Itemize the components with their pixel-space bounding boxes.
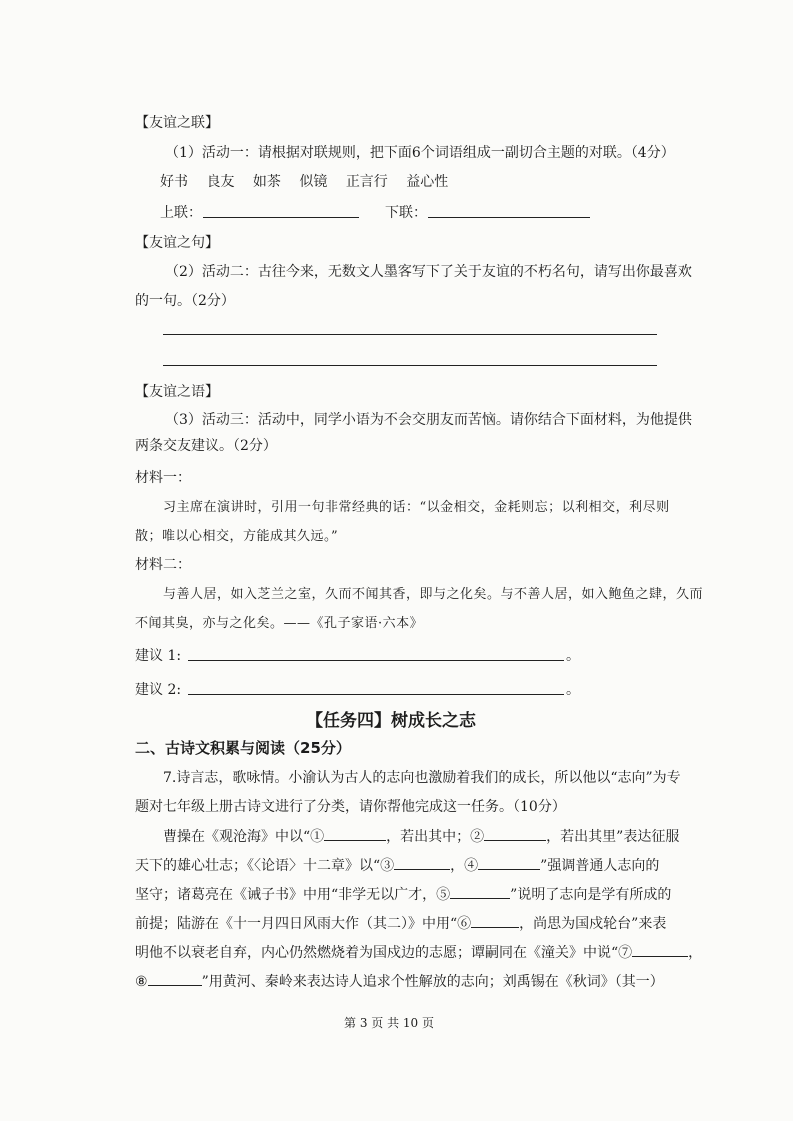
paragraph-line-4: 前提；陆游在《十一月四日风雨大作（其二）》中用“⑥ ，尚思为国戍轮台”来表 [135,913,666,934]
word-item: 好书 [160,174,188,190]
paragraph-line-2: 天下的雄心壮志；《〈论语〉十二章》以“③ ，④ ”强调普通人志向的 [135,855,659,876]
activity-2-line1: （2）活动二：古往今来，无数文人墨客写下了关于友谊的不朽名句，请写出你最喜欢 [165,264,692,280]
section-title-words: 【友谊之语】 [135,384,219,400]
word-item: 似镜 [299,174,328,190]
blank-5[interactable] [450,884,510,899]
word-item: 益心性 [406,174,449,190]
activity-3-line1: （3）活动三：活动中，同学小语为不会交朋友而苦恼。请你结合下面材料，为他提供 [165,412,692,428]
task4-heading: 【任务四】树成长之志 [306,711,476,731]
lower-couplet-label: 下联： [385,205,427,221]
paragraph-line-5: 明他不以衰老自弃，内心仍然燃烧着为国戍边的志愿；谭嗣同在《潼关》中说“⑦ ， [135,942,702,963]
word-item: 如茶 [252,174,281,190]
section-heading-poetry: 二、古诗文积累与阅读（25分） [135,739,351,757]
activity-1-text: （1）活动一：请根据对联规则，把下面6个词语组成一副切合主题的对联。（4分） [165,145,675,161]
activity-2-line2: 的一句。（2分） [135,293,235,309]
material-2-label: 材料二： [135,557,191,573]
quote-answer-line-1[interactable] [163,334,657,335]
blank-2[interactable] [484,826,546,841]
suggestion-2-label: 建议 2: [135,682,182,698]
suggestion-1-blank[interactable] [188,660,564,661]
upper-couplet-label: 上联： [160,205,202,221]
material-1-label: 材料一： [135,470,191,486]
suggestion-2-blank[interactable] [188,694,564,695]
blank-1[interactable] [324,826,386,841]
activity-3-line2: 两条交友建议。（2分） [135,438,277,454]
section-title-quote: 【友谊之句】 [135,235,219,251]
blank-8[interactable] [148,971,202,986]
suggestion-1-period: 。 [566,648,580,664]
blank-7[interactable] [632,942,688,957]
quote-answer-line-2[interactable] [163,365,657,366]
paragraph-line-1: 曹操在《观沧海》中以“① ，若出其中；② ，若出其里”表达征服 [163,826,679,847]
lower-couplet-blank[interactable] [428,217,590,218]
word-list [160,172,462,192]
material-1-line2: 散；唯以心相交，方能成其久远。” [135,529,339,544]
blank-6[interactable] [471,913,519,928]
material-1-line1: 习主席在演讲时，引用一句非常经典的话：“以金相交，金耗则忘；以利相交，利尽则 [163,500,670,515]
material-2-line1: 与善人居，如入芝兰之室，久而不闻其香，即与之化矣。与不善人居，如入鲍鱼之肆，久而 [163,587,704,602]
material-2-line2: 不闻其臭，亦与之化矣。——《孔子家语·六本》 [135,616,424,631]
question-7-line1: 7.诗言志，歌咏情。小渝认为古人的志向也激励着我们的成长，所以他以“志向”为专 [163,770,681,786]
paragraph-line-6: ⑧ ”用黄河、秦岭来表达诗人追求个性解放的志向；刘禹锡在《秋词》（其一） [135,971,664,992]
question-7-line2: 题对七年级上册古诗文进行了分类，请你帮他完成这一任务。（10分） [135,799,566,815]
section-title-couplet: 【友谊之联】 [135,115,219,131]
upper-couplet-blank[interactable] [203,217,359,218]
suggestion-1-label: 建议 1: [135,648,182,664]
page-footer: 第 3 页 共 10 页 [344,1016,434,1030]
suggestion-2-period: 。 [566,682,580,698]
paragraph-line-3: 坚守；诸葛亮在《诫子书》中用“非学无以广才，⑤ ”说明了志向是学有所成的 [135,884,671,905]
blank-3[interactable] [394,855,450,870]
word-item: 良友 [206,174,235,190]
blank-4[interactable] [478,855,540,870]
word-item: 正言行 [345,174,388,190]
